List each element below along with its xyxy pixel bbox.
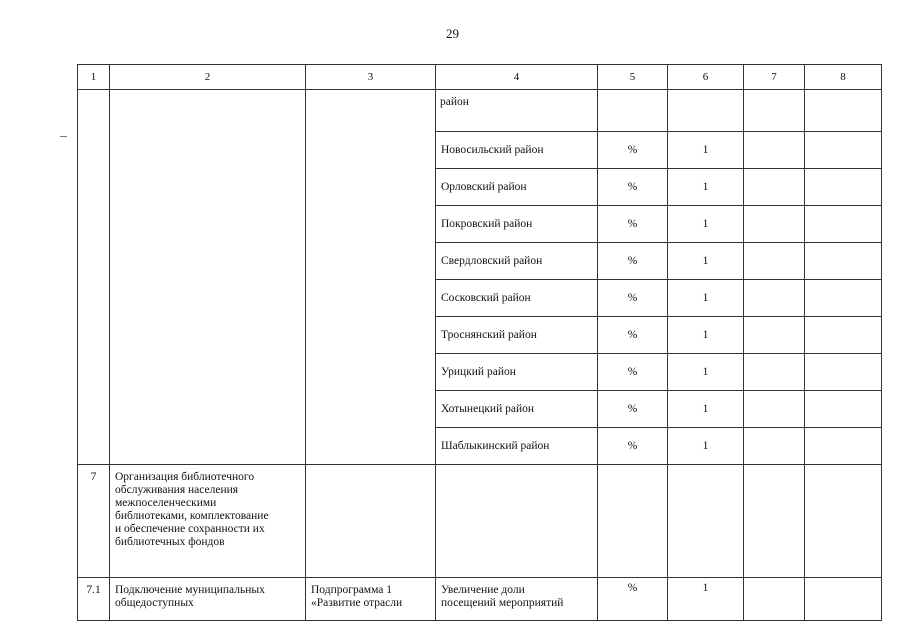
merged-cell [110, 90, 306, 465]
page-number: 29 [446, 26, 459, 41]
table-cell [744, 317, 805, 354]
table-cell [598, 465, 668, 578]
value-cell: 1 [668, 206, 744, 243]
column-header: 1 [78, 65, 110, 90]
table-cell [805, 354, 882, 391]
table-cell [744, 354, 805, 391]
value-cell: 1 [668, 354, 744, 391]
unit-cell: % [598, 206, 668, 243]
text-line: «Развитие отрасли [311, 597, 403, 609]
district-name: Сосковский район [436, 280, 598, 317]
district-name: Троснянский район [436, 317, 598, 354]
column-header: 4 [436, 65, 598, 90]
table-cell [744, 132, 805, 169]
table-cell [668, 90, 744, 132]
unit-cell: % [598, 132, 668, 169]
header-row [78, 65, 882, 90]
column-header: 8 [805, 65, 882, 90]
unit-cell: % [598, 317, 668, 354]
unit-cell: % [598, 428, 668, 465]
unit-cell: % [598, 243, 668, 280]
unit-cell: % [598, 391, 668, 428]
table-cell [805, 90, 882, 132]
table-cell [744, 169, 805, 206]
subprogram [306, 578, 436, 621]
value-cell: 1 [668, 428, 744, 465]
table-cell [805, 317, 882, 354]
table-cell [805, 132, 882, 169]
table-cell [744, 280, 805, 317]
text-line: обслуживания населения [115, 484, 239, 496]
table-cell [805, 280, 882, 317]
section-row [78, 465, 882, 578]
column-header: 2 [110, 65, 306, 90]
indicator-name [436, 578, 598, 621]
unit-cell: % [598, 169, 668, 206]
table-cell [805, 578, 882, 621]
table-cell [805, 428, 882, 465]
column-header: 5 [598, 65, 668, 90]
table-cell [668, 465, 744, 578]
unit-cell: % [598, 354, 668, 391]
merged-cell [306, 90, 436, 465]
value-cell: 1 [668, 169, 744, 206]
column-header: 6 [668, 65, 744, 90]
row-number: 7.1 [78, 578, 110, 621]
value-cell: 1 [668, 132, 744, 169]
district-name: Хотынецкий район [436, 391, 598, 428]
text-line: Увеличение доли [441, 584, 525, 596]
text-line: межпоселенческими [115, 497, 217, 509]
measure-name [110, 578, 306, 621]
district-name: Свердловский район [436, 243, 598, 280]
value-cell: 1 [668, 317, 744, 354]
text-line: библиотеками, комплектование [115, 510, 269, 522]
section-title [110, 465, 306, 578]
text-line: Подпрограмма 1 [311, 584, 393, 596]
table-cell [598, 90, 668, 132]
unit-cell: % [598, 578, 668, 621]
table-cell [805, 465, 882, 578]
value-cell: 1 [668, 391, 744, 428]
column-header: 7 [744, 65, 805, 90]
table-cell [805, 206, 882, 243]
table-row [78, 578, 882, 621]
table-cell [744, 428, 805, 465]
text-line: библиотечных фондов [115, 536, 225, 548]
table-cell [306, 465, 436, 578]
district-name: Орловский район [436, 169, 598, 206]
row-number: 7 [78, 465, 110, 578]
value-cell: 1 [668, 243, 744, 280]
table-cell [744, 391, 805, 428]
value-cell: 1 [668, 578, 744, 621]
table-cell [805, 169, 882, 206]
column-header: 3 [306, 65, 436, 90]
table-cell [436, 465, 598, 578]
table-row [78, 90, 882, 132]
district-name: Урицкий район [436, 354, 598, 391]
margin-mark [60, 136, 67, 137]
text-line: посещений мероприятий [441, 597, 564, 609]
text-line: Подключение муниципальных [115, 584, 265, 596]
text-line: Организация библиотечного [115, 471, 255, 483]
table-cell [744, 243, 805, 280]
table-cell [805, 243, 882, 280]
table-cell [744, 206, 805, 243]
table-cell [744, 465, 805, 578]
district-name: район [436, 90, 598, 132]
table-cell [744, 578, 805, 621]
district-name: Шаблыкинский район [436, 428, 598, 465]
table-cell [744, 90, 805, 132]
indicator-table [77, 64, 882, 621]
text-line: общедоступных [115, 597, 194, 609]
text-line: и обеспечение сохранности их [115, 523, 265, 535]
value-cell: 1 [668, 280, 744, 317]
district-name: Новосильский район [436, 132, 598, 169]
table-cell [805, 391, 882, 428]
district-name: Покровский район [436, 206, 598, 243]
merged-cell [78, 90, 110, 465]
unit-cell: % [598, 280, 668, 317]
